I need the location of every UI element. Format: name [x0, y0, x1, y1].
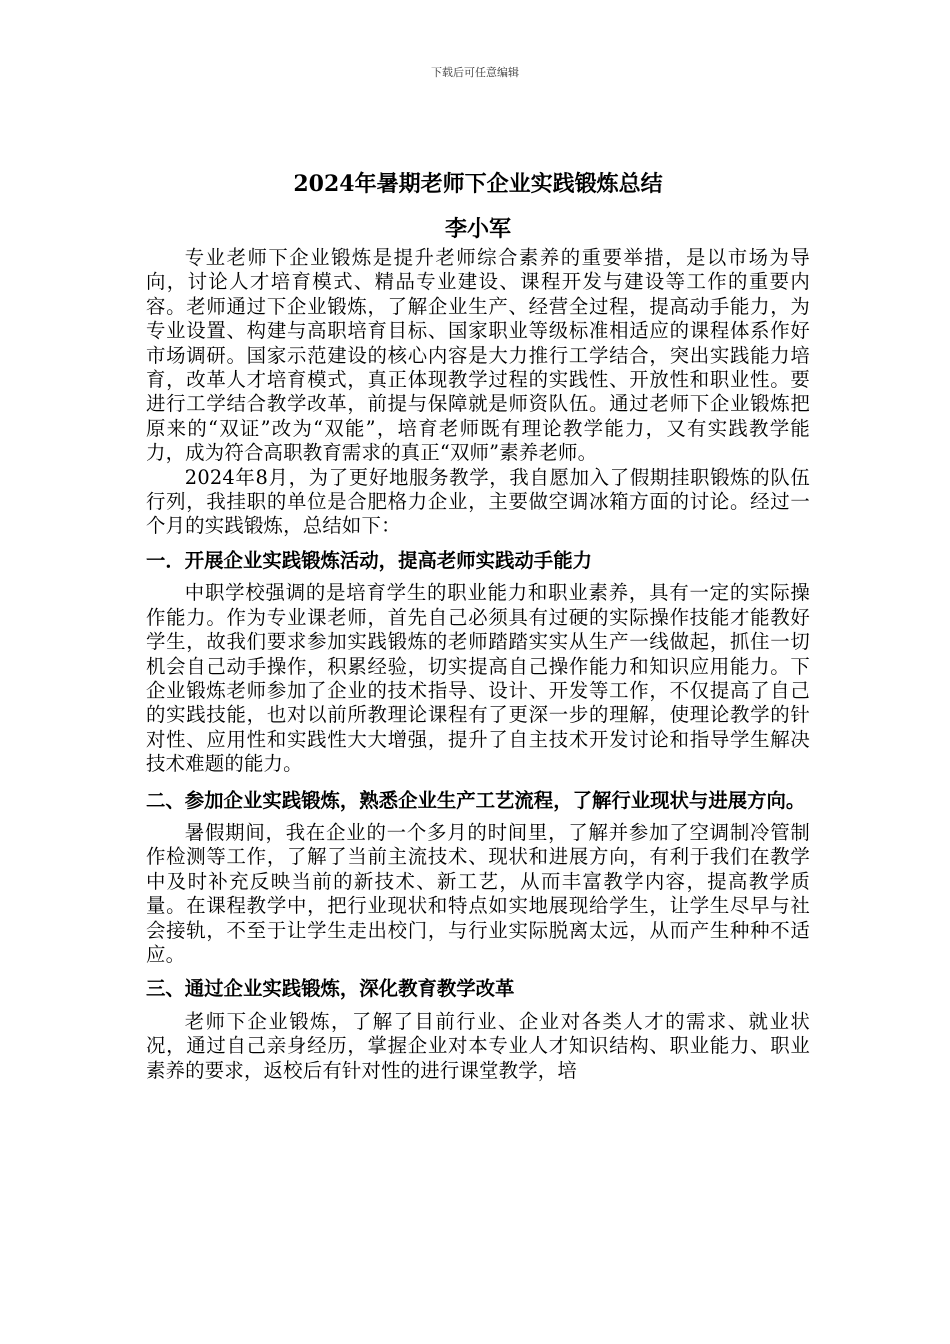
section-heading-1: 一．开展企业实践锻炼活动，提高老师实践动手能力: [146, 548, 592, 572]
paragraph-section-2: 暑假期间，我在企业的一个多月的时间里，了解并参加了空调制冷管制作检测等工作，了解了当前主流技术、现状和进展方向，有利于我们在教学中及时补充反映当前的新技术、新工艺，从而丰富教学内容，提高教学质量。在课程教学中，把行业现状和特点如实地展现给学生，让学生尽早与社会接轨，不至于让学生走出校门，与行业实际脱离太远，从而产生种种不适应。: [146, 820, 810, 966]
header-note: 下载后可任意编辑: [431, 66, 519, 79]
author-name: 李小军: [444, 216, 511, 242]
document-title: 2024年暑期老师下企业实践锻炼总结: [293, 171, 663, 197]
paragraph-intro: 专业老师下企业锻炼是提升老师综合素养的重要举措，是以市场为导向，讨论人才培育模式、精品专业建设、课程开发与建设等工作的重要内容。老师通过下企业锻炼，了解企业生产、经营全过程，提高动手能力，为专业设置、构建与高职培育目标、国家职业等级标准相适应的课程体系作好市场调研。国家示范建设的核心内容是大力推行工学结合，突出实践能力培育，改革人才培育模式，真正体现教学过程的实践性、开放性和职业性。要进行工学结合教学改革，前提与保障就是师资队伍。通过老师下企业锻炼把原来的“双证”改为“双能”，培育老师既有理论教学能力，又有实践教学能力，成为符合高职教育需求的真正“双师”素养老师。: [146, 246, 810, 465]
paragraph-section-3: 老师下企业锻炼，了解了目前行业、企业对各类人才的需求、就业状况，通过自己亲身经历，掌握企业对本专业人才知识结构、职业能力、职业素养的要求，返校后有针对性的进行课堂教学，培: [146, 1009, 810, 1082]
paragraph-section-1: 中职学校强调的是培育学生的职业能力和职业素养，具有一定的实际操作能力。作为专业课老师，首先自己必须具有过硬的实际操作技能才能教好学生，故我们要求参加实践锻炼的老师踏踏实实从生产一线做起，抓住一切机会自己动手操作，积累经验，切实提高自己操作能力和知识应用能力。下企业锻炼老师参加了企业的技术指导、设计、开发等工作，不仅提高了自己的实践技能，也对以前所教理论课程有了更深一步的理解，使理论教学的针对性、应用性和实践性大大增强，提升了自主技术开发讨论和指导学生解决技术难题的能力。: [146, 581, 810, 776]
document-body: [146, 168, 810, 1083]
section-heading-3: 三、通过企业实践锻炼，深化教育教学改革: [146, 977, 515, 1001]
section-heading-2: 二、参加企业实践锻炼，熟悉企业生产工艺流程，了解行业现状与进展方向。: [146, 788, 806, 812]
paragraph-background: 2024年8月，为了更好地服务教学，我自愿加入了假期挂职锻炼的队伍行列，我挂职的单位是合肥格力企业，主要做空调冰箱方面的讨论。经过一个月的实践锻炼，总结如下：: [146, 465, 810, 538]
